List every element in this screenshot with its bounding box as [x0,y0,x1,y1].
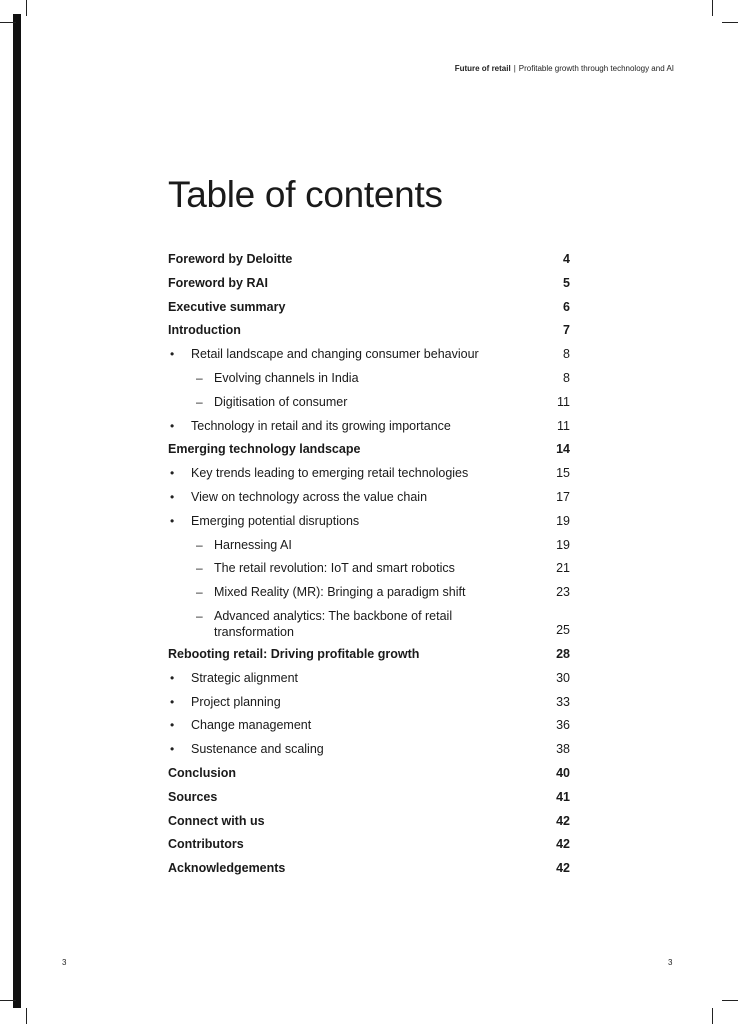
toc-entry-page: 38 [556,742,570,757]
toc-entry-label: View on technology across the value chain [191,489,428,504]
toc-entry-page: 33 [556,694,570,709]
toc-entry-label: Executive summary [168,299,286,314]
toc-entry[interactable] [168,813,570,837]
toc-entry-label: Digitisation of consumer [214,394,348,409]
toc-entry-label: Foreword by Deloitte [168,252,293,266]
page-number-right: 3 [668,958,673,967]
bullet-marker: • [170,347,175,362]
toc-entry-page: 5 [563,275,570,290]
toc-entry-label: Harnessing AI [214,537,292,552]
dash-marker: – [196,537,203,552]
bullet-marker: • [170,466,175,481]
toc-entry-label: Emerging potential disruptions [191,513,360,528]
toc-entry-page: 14 [556,442,570,457]
header-title-bold: Future of retail [454,64,511,73]
toc-entry-label: Acknowledgements [168,861,286,876]
toc-entry[interactable] [168,275,570,299]
toc-entry-page: 8 [563,347,570,362]
toc-entry-page: 42 [556,813,570,828]
crop-mark [26,0,27,16]
toc-entry-page: 6 [563,299,570,314]
toc-entry-label: Contributors [168,837,244,852]
toc-entry-page: 7 [563,323,570,338]
crop-mark [722,1000,738,1001]
toc-entry-label: Change management [191,718,312,733]
toc-entry-page: 30 [556,670,570,685]
dash-marker: – [196,608,203,623]
toc-entry-label: Sources [168,789,218,804]
toc-entry[interactable] [168,608,570,646]
toc-entry-label: Advanced analytics: The backbone of retail transformation [214,608,453,639]
toc-entry-page: 19 [556,537,570,552]
dash-marker: – [196,394,203,409]
toc-entry[interactable] [168,465,570,489]
toc-entry-label: Sustenance and scaling [191,742,324,757]
toc-entry[interactable] [168,346,570,370]
toc-entry-label: Rebooting retail: Driving profitable growth [168,646,420,661]
crop-mark [722,22,738,23]
crop-mark [0,22,16,23]
running-header [455,64,674,73]
page-number-left: 3 [62,958,67,967]
toc-entry[interactable] [168,513,570,537]
crop-mark [712,0,713,16]
crop-mark [26,1008,27,1024]
toc-entry-label: Evolving channels in India [214,370,359,385]
toc-entry-page: 42 [556,837,570,852]
toc-entry-page: 42 [556,861,570,876]
dash-marker: – [196,561,203,576]
toc-entry[interactable] [168,717,570,741]
toc-entry-label: Conclusion [168,765,237,780]
toc-entry-label: The retail revolution: IoT and smart robotics [214,561,455,576]
toc-entry-label: Key trends leading to emerging retail technologies [191,466,469,481]
toc-entry-label: Emerging technology landscape [168,442,361,457]
toc-entry[interactable] [168,741,570,765]
toc-entry-page: 28 [556,646,570,661]
header-separator: | [513,64,516,73]
toc-entry-page: 15 [556,466,570,481]
toc-entry-page: 11 [557,394,570,409]
toc-entry[interactable] [168,789,570,813]
toc-entry-label: Technology in retail and its growing importance [191,418,451,433]
toc-entry-page: 8 [563,370,570,385]
toc-entry[interactable] [168,251,570,275]
toc-entry[interactable] [168,418,570,442]
dash-marker: – [196,585,203,600]
table-of-contents [168,251,570,884]
bullet-marker: • [170,489,175,504]
toc-entry-page: 4 [563,252,570,266]
toc-entry-page: 23 [556,585,570,600]
bullet-marker: • [170,670,175,685]
toc-entry-label: Foreword by RAI [168,275,269,290]
left-edge-bar [13,14,21,1008]
toc-entry-page: 17 [556,489,570,504]
toc-entry[interactable] [168,441,570,465]
toc-entry[interactable] [168,584,570,608]
toc-entry[interactable] [168,646,570,670]
crop-mark [712,1008,713,1024]
toc-entry-label: Introduction [168,323,241,338]
toc-entry[interactable] [168,322,570,346]
toc-entry-page: 25 [556,623,570,638]
toc-entry[interactable] [168,836,570,860]
bullet-marker: • [170,418,175,433]
toc-entry[interactable] [168,489,570,513]
toc-entry-label: Retail landscape and changing consumer behaviour [191,347,479,362]
crop-mark [0,1000,16,1001]
toc-entry-page: 21 [556,561,570,576]
toc-entry-page: 19 [556,513,570,528]
toc-entry[interactable] [168,670,570,694]
bullet-marker: • [170,742,175,757]
toc-entry-page: 41 [556,789,570,804]
toc-entry-label: Mixed Reality (MR): Bringing a paradigm shift [214,585,466,600]
toc-entry[interactable] [168,537,570,561]
toc-entry[interactable] [168,370,570,394]
toc-entry[interactable] [168,765,570,789]
toc-entry-label: Connect with us [168,813,265,828]
toc-entry[interactable] [168,560,570,584]
toc-entry-label: Project planning [191,694,281,709]
toc-entry[interactable] [168,860,570,884]
bullet-marker: • [170,513,175,528]
bullet-marker: • [170,694,175,709]
toc-entry-page: 40 [556,765,570,780]
toc-entry-page: 36 [556,718,570,733]
dash-marker: – [196,370,203,385]
toc-entry[interactable] [168,299,570,323]
header-title-rest: Profitable growth through technology and AI [518,64,674,73]
toc-entry-page: 11 [557,418,570,433]
toc-entry-label: Strategic alignment [191,670,299,685]
toc-entry[interactable] [168,394,570,418]
toc-entry[interactable] [168,694,570,718]
bullet-marker: • [170,718,175,733]
page-title: Table of contents [168,174,443,215]
